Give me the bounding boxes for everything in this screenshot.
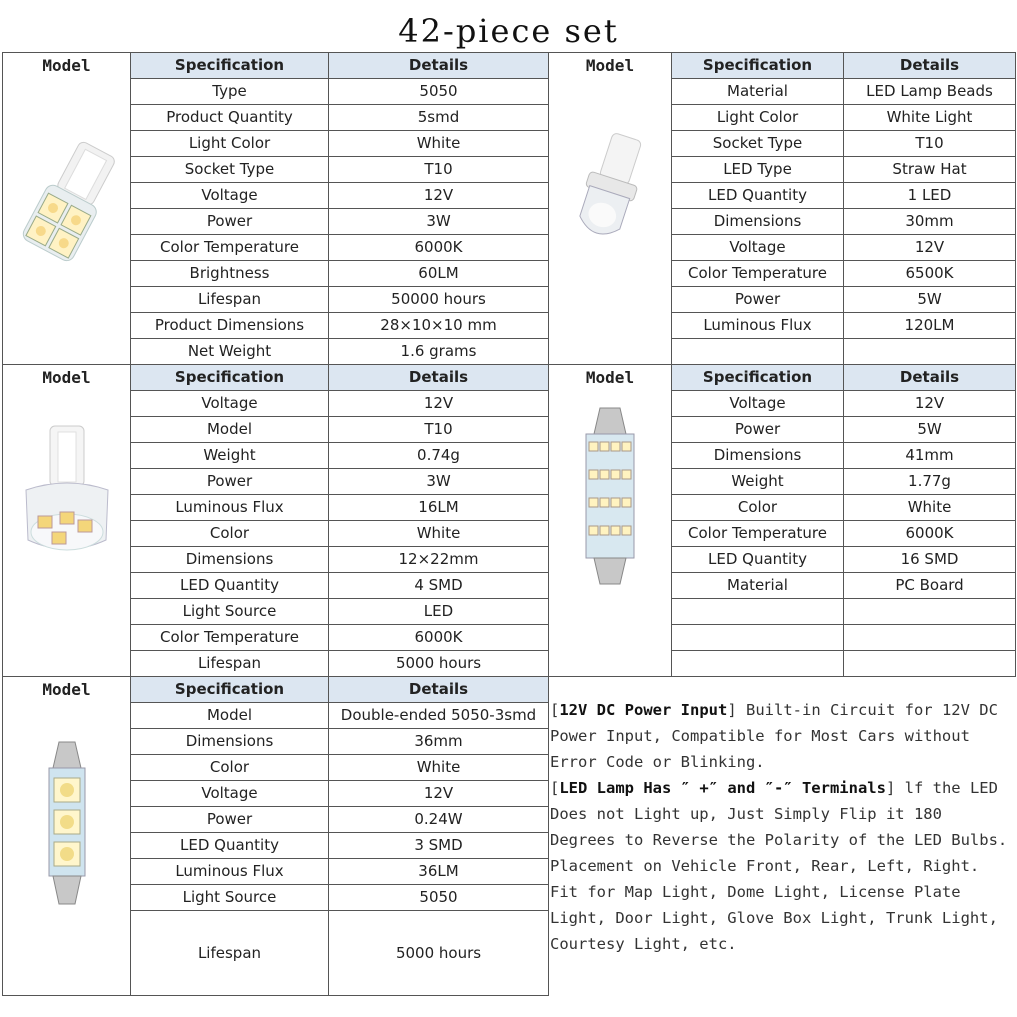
model-label: Model — [585, 56, 635, 75]
spec-name-cell: Type — [131, 79, 329, 105]
festoon-3smd-bulb-image — [3, 732, 130, 912]
model-label: Model — [585, 368, 635, 387]
spec-value-cell: 12V — [844, 391, 1016, 417]
spec-name-cell: Voltage — [131, 781, 329, 807]
spec-name-cell — [672, 651, 844, 677]
spec-name-cell: Color Temperature — [672, 261, 844, 287]
spec-name-cell: Voltage — [672, 391, 844, 417]
details-header: Details — [329, 365, 549, 391]
festoon-16smd-bulb-image — [549, 400, 671, 590]
spec-name-cell: Socket Type — [131, 157, 329, 183]
spec-name-cell: Luminous Flux — [131, 495, 329, 521]
table-3-body — [3, 365, 549, 677]
spec-name-cell — [672, 339, 844, 365]
spec-value-cell: 3W — [329, 469, 549, 495]
model-cell — [549, 53, 672, 365]
spec-name-cell: LED Quantity — [672, 183, 844, 209]
spec-value-cell — [844, 625, 1016, 651]
page-title: 42-piece set — [398, 12, 619, 50]
spec-name-cell: Light Color — [131, 131, 329, 157]
model-label: Model — [42, 368, 91, 387]
desc-heading-1: 12V DC Power Input — [559, 701, 728, 719]
spec-header: Specification — [131, 365, 329, 391]
spec-value-cell: 5000 hours — [329, 651, 549, 677]
spec-value-cell: 1.6 grams — [329, 339, 549, 365]
spec-name-cell: Color Temperature — [131, 235, 329, 261]
spec-name-cell: Light Source — [131, 885, 329, 911]
spec-value-cell: 6500K — [844, 261, 1016, 287]
spec-name-cell: LED Quantity — [131, 573, 329, 599]
spec-name-cell: Weight — [131, 443, 329, 469]
spec-value-cell: LED — [329, 599, 549, 625]
details-header: Details — [329, 677, 549, 703]
spec-value-cell: T10 — [329, 417, 549, 443]
spec-name-cell: Power — [672, 287, 844, 313]
spec-table-4 — [548, 364, 1016, 677]
spec-value-cell: 28×10×10 mm — [329, 313, 549, 339]
spec-name-cell: Lifespan — [131, 287, 329, 313]
desc-heading-2: LED Lamp Has ″ +″ and ″-″ Terminals — [559, 779, 886, 797]
spec-value-cell: 1.77g — [844, 469, 1016, 495]
spec-value-cell: 0.74g — [329, 443, 549, 469]
spec-value-cell: 41mm — [844, 443, 1016, 469]
spec-value-cell: White Light — [844, 105, 1016, 131]
spec-name-cell: Dimensions — [672, 443, 844, 469]
spec-name-cell: Lifespan — [131, 911, 329, 996]
spec-name-cell: Product Quantity — [131, 105, 329, 131]
model-cell — [3, 677, 131, 996]
model-label: Model — [42, 680, 91, 699]
spec-header: Specification — [672, 53, 844, 79]
spec-name-cell — [672, 625, 844, 651]
spec-name-cell: Voltage — [131, 183, 329, 209]
spec-name-cell: Color — [131, 755, 329, 781]
spec-name-cell: Color Temperature — [672, 521, 844, 547]
spec-value-cell: White — [844, 495, 1016, 521]
table-4-body — [549, 365, 1016, 677]
spec-value-cell: T10 — [844, 131, 1016, 157]
desc-text-1: Built-in Circuit for 12V DC Power Input, Compatible for Most Cars without Error Code or Blinking. — [550, 701, 998, 771]
table-2-body — [549, 53, 1016, 365]
spec-name-cell: Power — [672, 417, 844, 443]
spec-table-5 — [2, 676, 549, 996]
details-header: Details — [329, 53, 549, 79]
spec-value-cell — [844, 339, 1016, 365]
spec-value-cell: 6000K — [329, 625, 549, 651]
spec-value-cell — [844, 651, 1016, 677]
spec-name-cell: Light Source — [131, 599, 329, 625]
spec-name-cell: Color — [672, 495, 844, 521]
spec-value-cell: 6000K — [844, 521, 1016, 547]
spec-name-cell: LED Quantity — [672, 547, 844, 573]
spec-value-cell: 3 SMD — [329, 833, 549, 859]
details-header: Details — [844, 365, 1016, 391]
spec-value-cell: White — [329, 131, 549, 157]
spec-header: Specification — [672, 365, 844, 391]
spec-value-cell: PC Board — [844, 573, 1016, 599]
spec-value-cell: 0.24W — [329, 807, 549, 833]
model-cell — [3, 53, 131, 365]
desc-text-2: lf the LED Does not Light up, Just Simply Flip it 180 Degrees to Reverse the Polarity of the LED Bulbs. — [550, 779, 1008, 849]
spec-value-cell: 4 SMD — [329, 573, 549, 599]
desc-paragraph-3: Placement on Vehicle Front, Rear, Left, Right. Fit for Map Light, Dome Light, License Plate Light, Door Light, Glove Box Light, Trunk Light, Courtesy Light, etc. — [550, 857, 998, 953]
spec-name-cell: Model — [131, 703, 329, 729]
spec-value-cell: 5smd — [329, 105, 549, 131]
spec-value-cell: 12V — [844, 235, 1016, 261]
spec-name-cell: Dimensions — [131, 547, 329, 573]
t10-4smd-bulb-image — [3, 420, 130, 570]
spec-name-cell: Dimensions — [131, 729, 329, 755]
spec-name-cell: Power — [131, 469, 329, 495]
model-cell — [549, 365, 672, 677]
spec-value-cell: 120LM — [844, 313, 1016, 339]
spec-value-cell: T10 — [329, 157, 549, 183]
spec-value-cell: Straw Hat — [844, 157, 1016, 183]
feature-description — [550, 697, 1012, 957]
spec-value-cell: 1 LED — [844, 183, 1016, 209]
spec-header: Specification — [131, 53, 329, 79]
spec-value-cell: 5W — [844, 287, 1016, 313]
spec-value-cell: 12V — [329, 391, 549, 417]
spec-table-2 — [548, 52, 1016, 365]
model-label: Model — [42, 56, 91, 75]
spec-name-cell: LED Quantity — [131, 833, 329, 859]
desc-paragraph-2: [LED Lamp Has ″ +″ and ″-″ Terminals] lf the LED Does not Light up, Just Simply Flip it 180 Degrees to Reverse the Polarity of the LED Bulbs. — [550, 779, 1008, 849]
spec-name-cell — [672, 599, 844, 625]
table-1-body — [3, 53, 549, 365]
spec-value-cell: 12×22mm — [329, 547, 549, 573]
spec-value-cell: 5050 — [329, 79, 549, 105]
spec-value-cell: 36LM — [329, 859, 549, 885]
spec-name-cell: Material — [672, 79, 844, 105]
t10-straw-hat-bulb-image — [549, 128, 671, 248]
spec-name-cell: Lifespan — [131, 651, 329, 677]
spec-name-cell: Color Temperature — [131, 625, 329, 651]
model-cell — [3, 365, 131, 677]
spec-value-cell: 16 SMD — [844, 547, 1016, 573]
spec-value-cell: 36mm — [329, 729, 549, 755]
desc-paragraph-1: [12V DC Power Input] Built-in Circuit for 12V DC Power Input, Compatible for Most Cars without Error Code or Blinking. — [550, 701, 998, 771]
t10-5smd-bulb-image — [3, 133, 130, 273]
spec-value-cell: 5W — [844, 417, 1016, 443]
spec-name-cell: Voltage — [672, 235, 844, 261]
spec-value-cell: 3W — [329, 209, 549, 235]
spec-name-cell: Material — [672, 573, 844, 599]
spec-header: Specification — [131, 677, 329, 703]
spec-name-cell: Power — [131, 209, 329, 235]
spec-value-cell: 12V — [329, 781, 549, 807]
spec-name-cell: Color — [131, 521, 329, 547]
spec-name-cell: Product Dimensions — [131, 313, 329, 339]
spec-name-cell: Power — [131, 807, 329, 833]
spec-name-cell: Socket Type — [672, 131, 844, 157]
spec-value-cell: LED Lamp Beads — [844, 79, 1016, 105]
spec-value-cell: 5050 — [329, 885, 549, 911]
spec-name-cell: Luminous Flux — [131, 859, 329, 885]
spec-name-cell: Luminous Flux — [672, 313, 844, 339]
spec-value-cell: 6000K — [329, 235, 549, 261]
details-header: Details — [844, 53, 1016, 79]
spec-value-cell: 5000 hours — [329, 911, 549, 996]
spec-value-cell: White — [329, 521, 549, 547]
spec-value-cell: 12V — [329, 183, 549, 209]
spec-name-cell: Dimensions — [672, 209, 844, 235]
spec-value-cell: White — [329, 755, 549, 781]
spec-name-cell: Voltage — [131, 391, 329, 417]
spec-name-cell: Net Weight — [131, 339, 329, 365]
spec-value-cell — [844, 599, 1016, 625]
spec-table-1 — [2, 52, 549, 365]
spec-table-3 — [2, 364, 549, 677]
spec-value-cell: Double-ended 5050-3smd — [329, 703, 549, 729]
table-5-body — [3, 677, 549, 996]
spec-value-cell: 16LM — [329, 495, 549, 521]
spec-value-cell: 60LM — [329, 261, 549, 287]
spec-name-cell: Light Color — [672, 105, 844, 131]
spec-value-cell: 50000 hours — [329, 287, 549, 313]
spec-name-cell: Weight — [672, 469, 844, 495]
spec-name-cell: LED Type — [672, 157, 844, 183]
spec-name-cell: Brightness — [131, 261, 329, 287]
spec-value-cell: 30mm — [844, 209, 1016, 235]
spec-name-cell: Model — [131, 417, 329, 443]
